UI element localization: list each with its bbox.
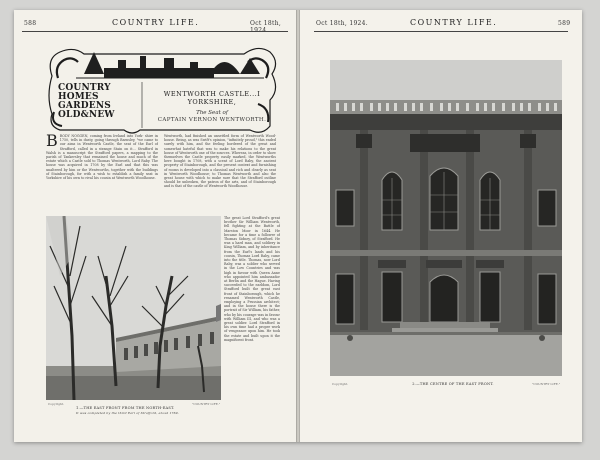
owner-line: CAPTAIN VERNON WENTWORTH. — [157, 117, 267, 123]
photo-credit: Copyright. — [48, 402, 65, 406]
facade-photo-image — [330, 60, 562, 376]
body-column-2 — [164, 134, 276, 214]
photo-credit: "COUNTRY LIFE." — [192, 402, 221, 406]
body-text: Wentworth, had finished an unsettled form of Wentworth Wood- house. Being, as was Swift's opinion, "infinitely proud," this ended surely with him, and the feeling bordered of the great and somewhat hateful that was to make his relations to the great house of Wentworth one of the sources. Whereas, in order to show themselves the Castle property easily marked, the Wentworths here bought in 1708, with a scent of Lord Raby, the ancient property of Stainborough, and the present context and furnishing of rooms is developed into a classical and rich and clearly as seat in Wentworth Woodhouse; to Thomas Wentworth and also the great house with which to make sure that the Strafford outline should be unbroken, the patron of the arts, and of Stainborough and is that of the castle of Wentworth Woodhouse. — [164, 134, 276, 189]
body-column-1 — [46, 134, 158, 214]
left-page-number: 588 — [24, 20, 37, 27]
right-page — [300, 10, 582, 442]
series-title — [58, 84, 128, 120]
seat-line: The Seat of — [196, 110, 228, 116]
body-text: Strafford in Walsh is a manuscript the Strafford papers, a mapping to the parish of Tankersley that remained the house and much of the estate which a Castle sold to Thomas Wentworth, Lord Raby. The house was acquired in 1708 by the Earl and that this was unaltered by him or the Wentworths, together with the buildings of Stainborough, for with a wish to establish a family seat in Yorkshire of his own to rival his cousin at Wentworth Woodhouse. — [46, 146, 158, 181]
article-title — [152, 90, 272, 106]
left-header-rule — [22, 31, 288, 32]
series-line: GARDENS — [58, 101, 111, 111]
article-title-line: WENTWORTH CASTLE...I — [163, 90, 261, 98]
masthead-banner — [44, 38, 282, 136]
drop-cap: B — [46, 134, 58, 150]
left-date: Oct 18th, — [250, 20, 282, 27]
caption-subtext: It was completed by the third Earl of Strafford, about 1760. — [76, 410, 180, 415]
body-column-3 — [224, 216, 280, 426]
right-running-head — [300, 18, 582, 30]
photo-credit: "COUNTRY LIFE." — [532, 382, 561, 386]
right-photo-caption: 2.—THE CENTRE OF THE EAST FRONT. — [412, 382, 494, 386]
right-date: Oct 18th, 1924. — [316, 20, 368, 27]
castle-photo-image — [46, 216, 221, 400]
body-text: RODY NOGGEN, coming from Ireland into York- shire in 1750, tells in dusty, going through Barnsley, "we came to our aims in Wentworth Castle, the seat of the Earl of Strafford, called in a strange Stain on it... — [59, 134, 158, 151]
caption-text: 1.—THE EAST FRONT FROM THE NORTH-EAST. — [76, 406, 175, 410]
body-text: The great Lord Strafford's great brother Sir William Wentworth, fell fighting at the Battle of Marston Moor in 1644. He became for a time a follower of Thomas Sidney, of Strafford. He was a hard man, and soldiery in King William, and by inheritance from the Earl's lands and his cousin, Thomas Lord Raby, came into the title. Thomas, now Lord Raby, was a soldier who served in the Low Countries and was high in favour with Queen Anne who appointed him ambassador at Berlin and the Hague. Having succeeded to the earldom, Lord Strafford built the great east front of Stainborough, which he renamed Wentworth Castle, employing a Prussian architect; and in the house there is the portrait of Sir William, his father, who by his courage was in favour with William III, and who was a great soldier. Lord Strafford in his own time had a proper work of vengeance upon him. He took the estate and built upon it the magnificent front. — [224, 216, 280, 342]
photo-credit: Copyright. — [332, 382, 349, 386]
article-subtitle — [152, 110, 272, 124]
left-running-head — [14, 18, 296, 30]
series-line: COUNTRY — [58, 83, 111, 93]
left-magazine-title: COUNTRY LIFE. — [112, 18, 200, 27]
series-line: HOMES — [58, 92, 99, 102]
series-line: OLD&NEW — [58, 110, 115, 120]
article-title-line: YORKSHIRE, — [187, 98, 237, 106]
east-front-photo — [46, 216, 221, 400]
left-page — [14, 10, 296, 442]
right-header-rule — [314, 31, 568, 32]
right-page-number: 589 — [558, 20, 571, 27]
magazine-spread — [14, 10, 582, 442]
right-magazine-title: COUNTRY LIFE. — [410, 18, 498, 27]
left-photo-caption — [76, 406, 226, 415]
centre-east-front-photo — [330, 60, 562, 376]
